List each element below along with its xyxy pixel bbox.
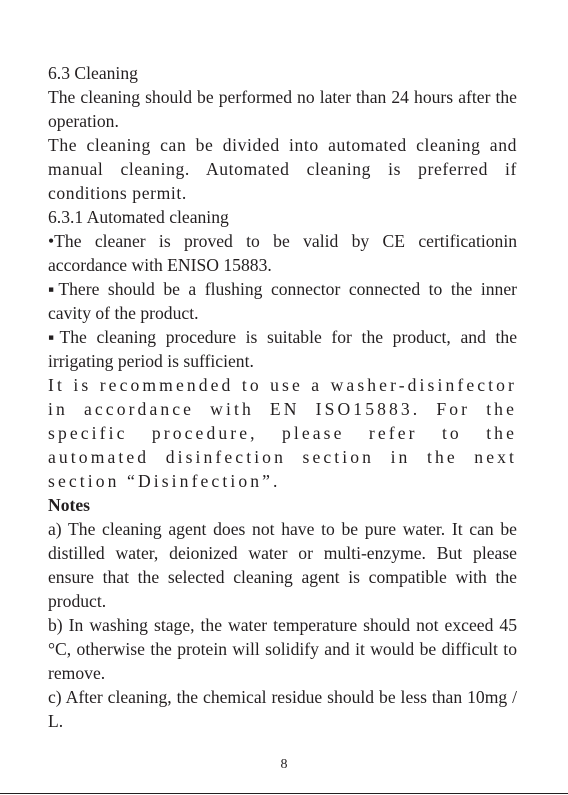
note-item-b: b) In washing stage, the water temperature should not exceed 45 °C, otherwise the protein will solidify and it would be difficult to remove. <box>48 615 517 683</box>
paragraph-cleaning-types: The cleaning can be divided into automated cleaning and manual cleaning. Automated cleaning is preferred if conditions permit. <box>48 135 517 203</box>
bottom-rule <box>0 793 568 794</box>
page-number: 8 <box>280 757 288 772</box>
bullet-flushing-connector: ▪There should be a flushing connector connected to the inner cavity of the product. <box>48 279 517 323</box>
bullet-ce-certification: •The cleaner is proved to be valid by CE certificationin accordance with ENISO 15883. <box>48 231 517 275</box>
paragraph-washer-disinfector: It is recommended to use a washer-disinfector in accordance with EN ISO15883. For the specific procedure, please refer to the automated disinfection section in the next section “Disinfection”. <box>48 375 517 491</box>
subsection-heading: 6.3.1 Automated cleaning <box>48 207 229 227</box>
document-body <box>48 61 517 733</box>
note-item-a: a) The cleaning agent does not have to be pure water. It can be distilled water, deionized water or multi-enzyme. But please ensure that the selected cleaning agent is compatible with the product. <box>48 519 517 611</box>
paragraph-cleaning-timing: The cleaning should be performed no later than 24 hours after the operation. <box>48 87 517 131</box>
note-item-c: c) After cleaning, the chemical residue should be less than 10mg / L. <box>48 687 517 731</box>
section-heading: 6.3 Cleaning <box>48 63 138 83</box>
notes-heading: Notes <box>48 495 91 515</box>
bullet-irrigating-period: ▪The cleaning procedure is suitable for the product, and the irrigating period is sufficient. <box>48 327 517 371</box>
